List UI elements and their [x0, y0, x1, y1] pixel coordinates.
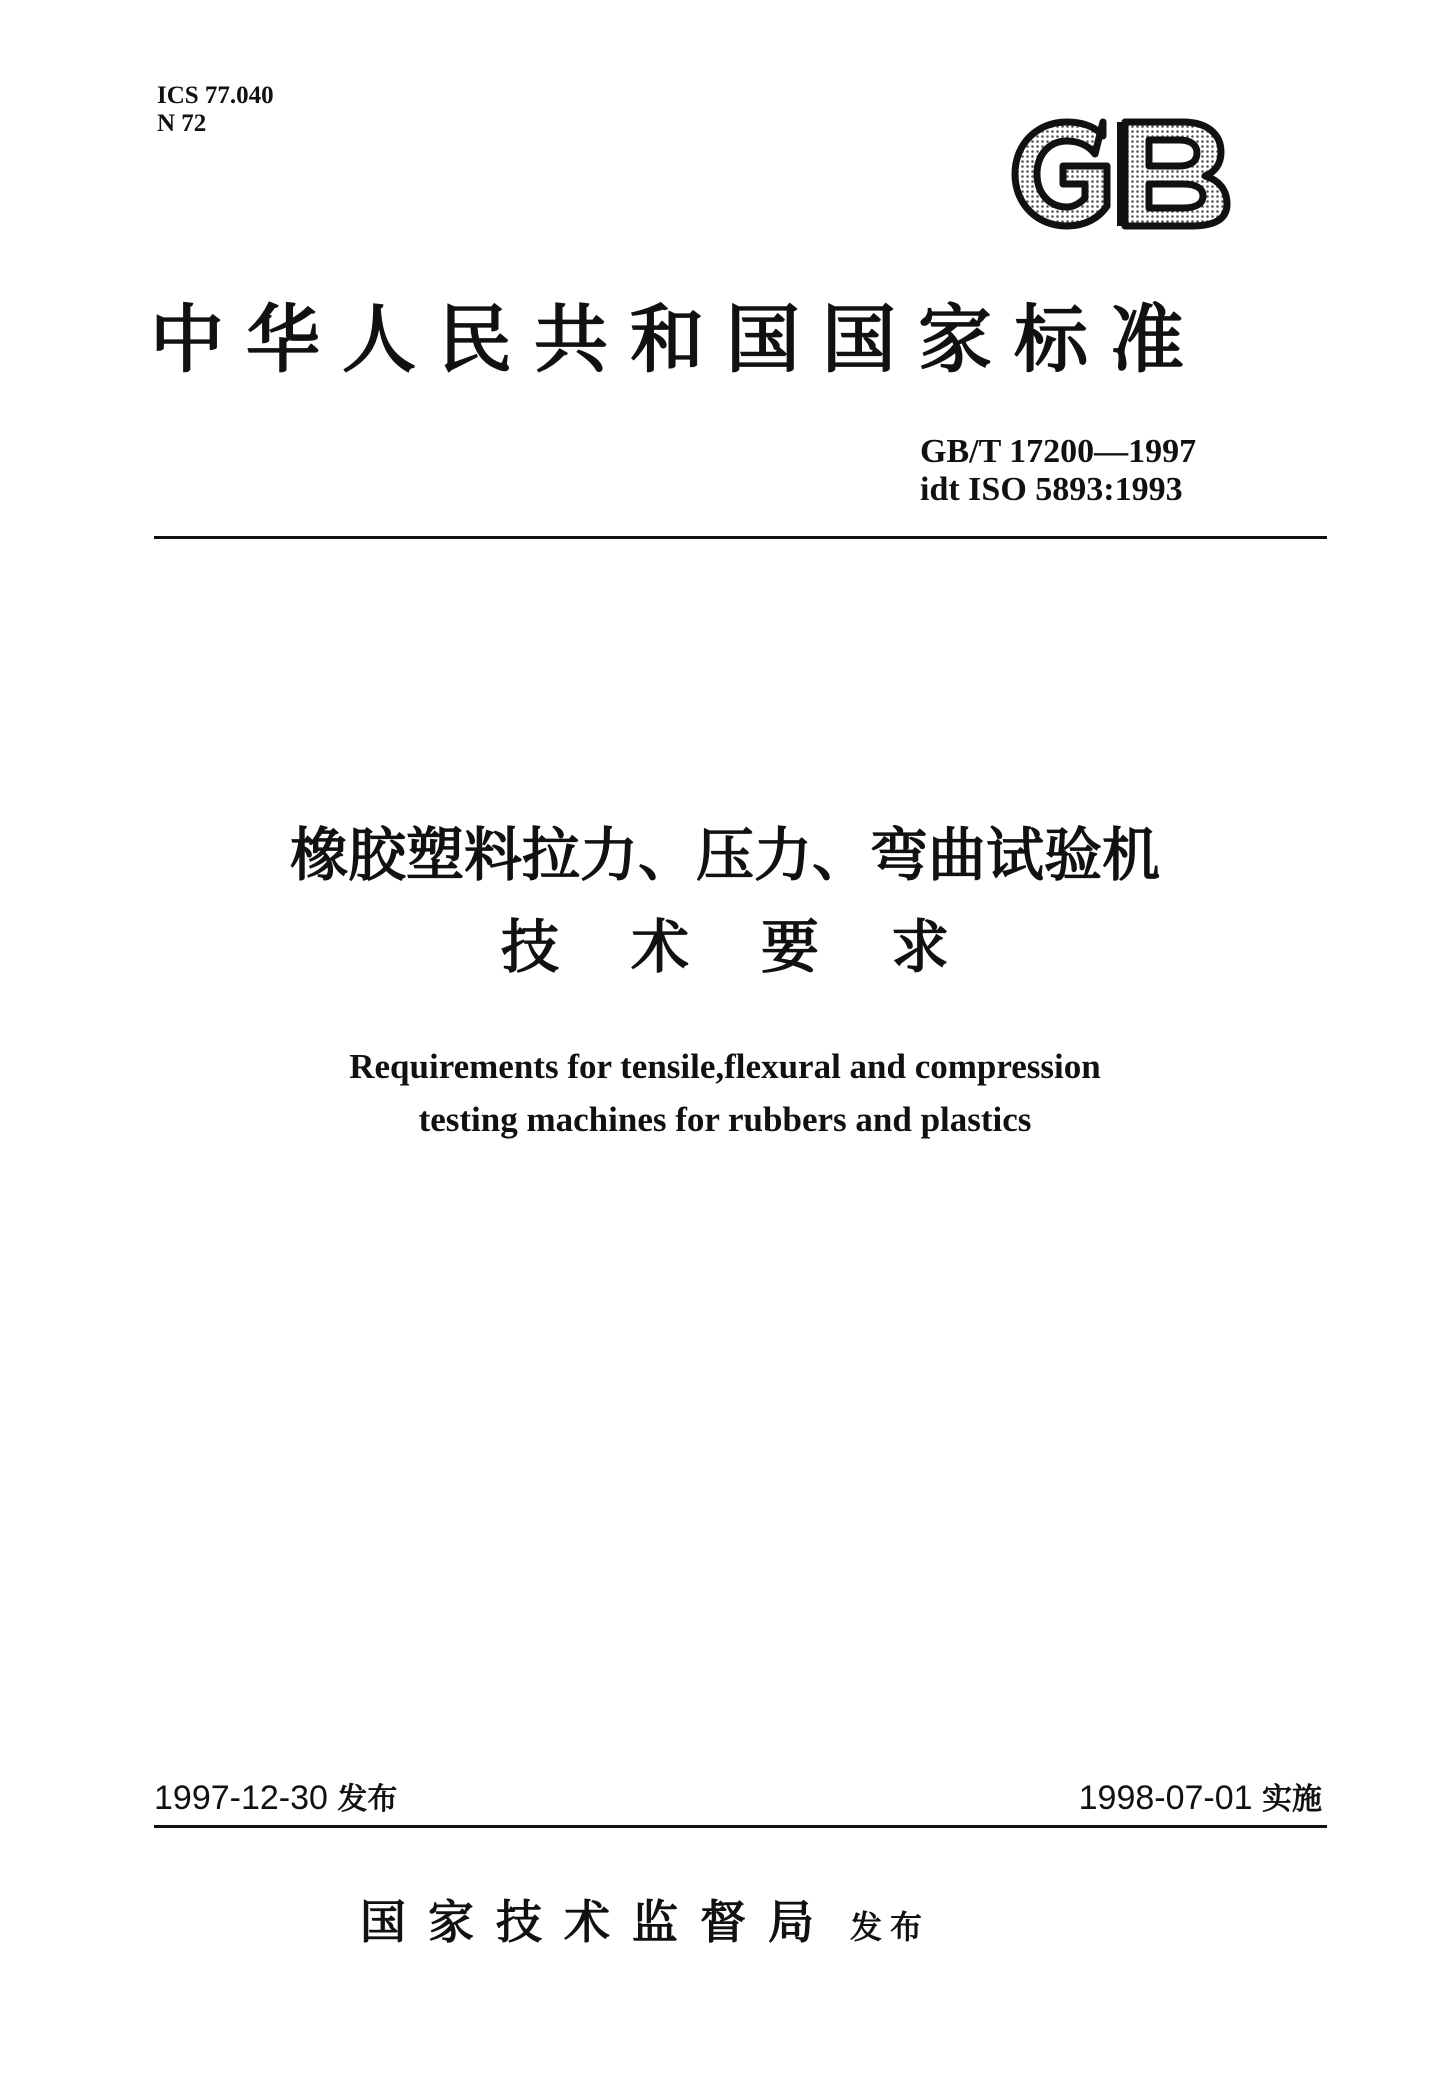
standard-number-block: [920, 433, 1196, 509]
title-cn-line1: 橡胶塑料拉力、压力、弯曲试验机: [289, 821, 1160, 889]
issue-label: 发布: [337, 1782, 398, 1817]
publisher-block: [360, 1894, 930, 1955]
footer-divider: [154, 1825, 1327, 1828]
standard-number: GB/T 17200—1997: [920, 433, 1197, 470]
title-en-line1: Requirements for tensile,flexural and compression: [349, 1047, 1101, 1086]
implement-date: 1998-07-01: [1078, 1779, 1253, 1817]
issue-date: 1997-12-30: [154, 1779, 328, 1817]
title-cn-line2: 技术要求: [500, 913, 1021, 981]
title-en-line2: testing machines for rubbers and plastics: [418, 1100, 1032, 1139]
header-divider: [154, 536, 1327, 539]
iso-equivalence: idt ISO 5893:1993: [920, 471, 1183, 508]
publisher-action: 发布: [850, 1908, 931, 1946]
implement-date-block: [1079, 1778, 1322, 1820]
ics-code: ICS 77.040: [157, 82, 274, 109]
classification-codes: [157, 82, 274, 138]
implement-label: 实施: [1262, 1782, 1322, 1817]
gb-logo-icon: [985, 104, 1245, 244]
title-en: [0, 1040, 1450, 1146]
national-standard-title: 中华人民共和国国家标准: [150, 297, 1206, 383]
publisher-name: 国家技术监督局: [360, 1895, 836, 1949]
ccs-code: N 72: [157, 110, 207, 137]
issue-date-block: [154, 1778, 397, 1820]
